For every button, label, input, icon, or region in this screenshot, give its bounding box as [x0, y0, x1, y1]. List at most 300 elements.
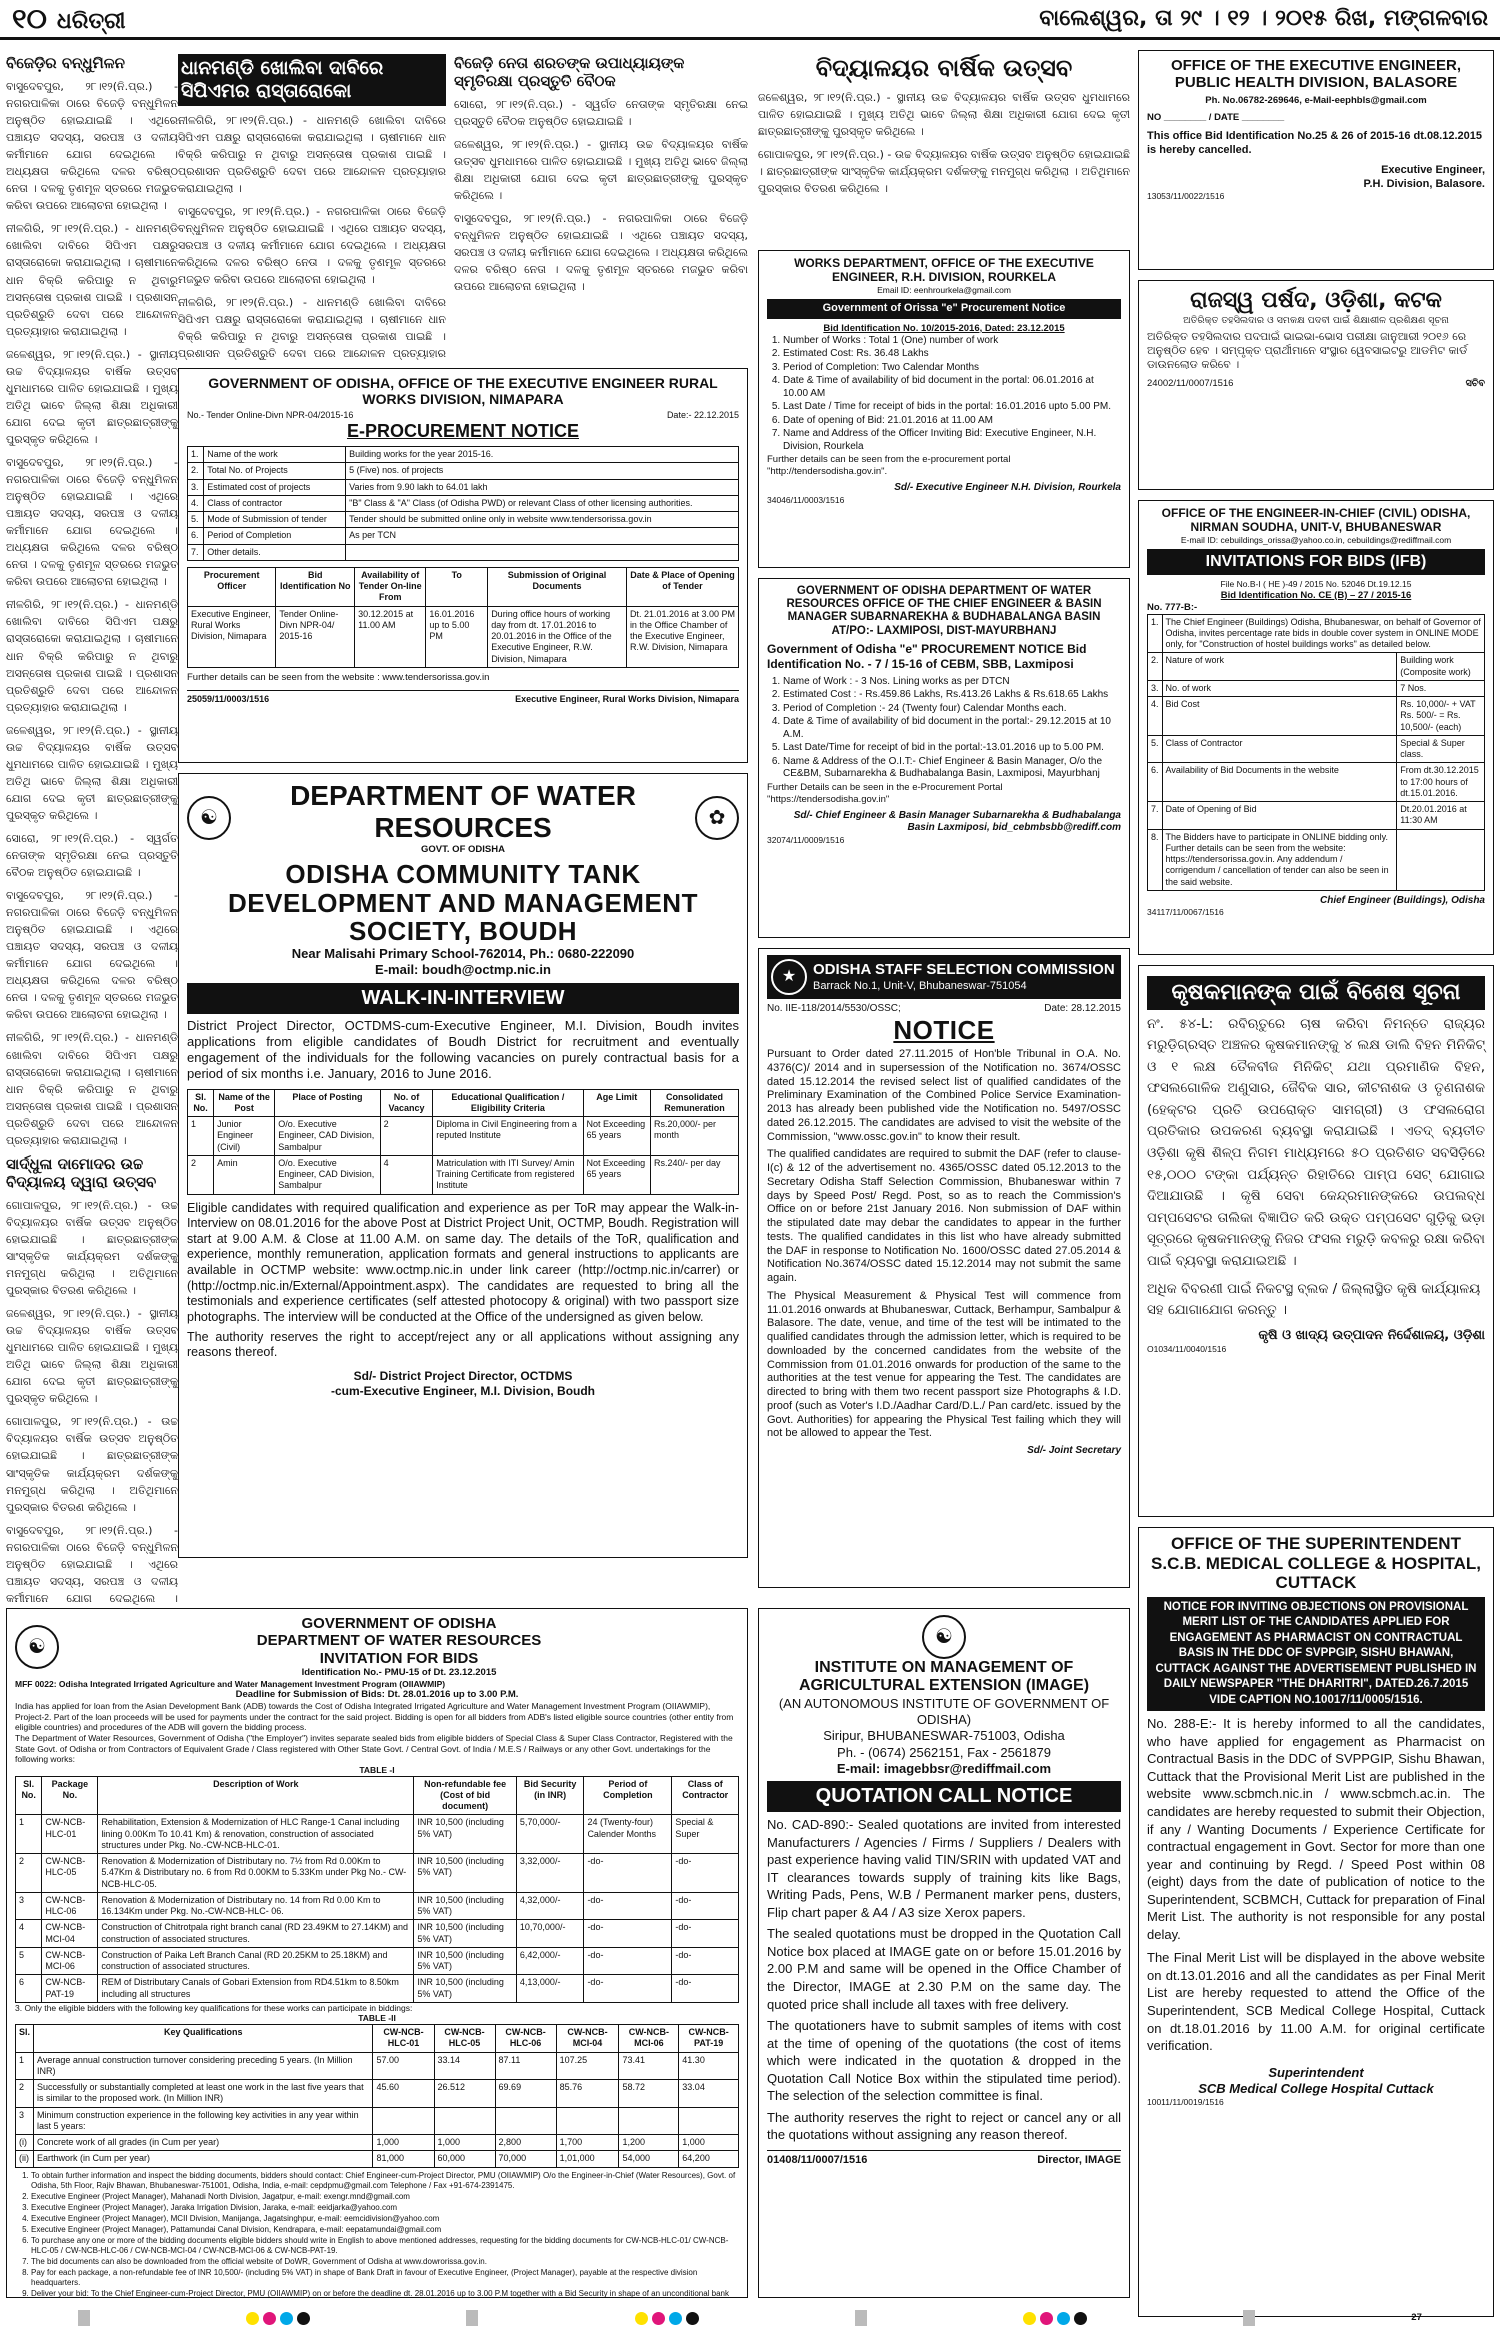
ad-octdms-boudh — [178, 773, 748, 1558]
table-cell: 85.76 — [556, 2080, 619, 2108]
tender-number: No.- Tender Online-Divn NPR-04/2015-16 — [187, 410, 354, 421]
column-header: Package No. — [42, 1776, 98, 1815]
table-cell: Executive Engineer, Rural Works Division, Nimapara — [188, 606, 276, 667]
ad-heading: NOTICE — [893, 1014, 995, 1045]
table-row — [188, 512, 739, 528]
bid-details-table: 1. The Chief Engineer (Buildings) Odisha, Bhubaneswar, on behalf of Governor of Odisha, invites percentage rate bids in double cover system in ONLINE MODE only, for "Construction of hostel buildings works" as detailed below. 2. Nature of work Building work (Composite work) 3. No. of work 7 Nos. 4. Bid Cost Rs. 10,000/- + VAT Rs. 500/- = Rs. 10,500/- (each) 5. Class of Contractor Special & Super class. 6. Availability of Bid Documents in the website From dt.30.12.2015 to 17:00 hours of dt.15.01.2016. 7. Date of Opening of Bid Dt.20.01.2016 at 11:30 AM 8. The Bidders have to participate in ONLINE bidding only. Further details can be seen from the website: https://tendersorissa.gov.in. Any addendum / corrigendum / cancellation of tender can also be seen in the said website. — [1147, 614, 1485, 891]
table-cell: 2 — [16, 2080, 34, 2108]
table-cell: -do- — [584, 1975, 672, 2003]
ad-banner: NOTICE FOR INVITING OBJECTIONS ON PROVISIONAL MERIT LIST OF THE CANDIDATES APPLIED FOR ENGAGEMENT AS PHARMACIST ON CONTRACTUAL BASIS IN THE DDC OF SVPPGIP, SISHU BHAWAN, CUTTACK AGAINST THE ADVERTISEMENT PUBLISHED IN DAILY NEWSPAPER "THE DHARITRI", DATED.26.7.2015 VIDE CAPTION NO.10017/11/0005/1516. — [1147, 1597, 1485, 1712]
registration-mark-icon — [466, 2310, 478, 2326]
table-row — [1148, 802, 1485, 830]
ad-body: No. CAD-890:- Sealed quotations are invited from interested Manufacturers / Agencies / Firms / Suppliers / Dealers with past experience having valid TIN/SRIN with updated VAT and IT clearances towards supply of training kits like Bags, Writing Pads, Pens, W.B / Permanent marker pens, dusters, Flip chart paper & A4 / A3 size Xerox papers. — [767, 1817, 1121, 1920]
table-cell: 2. — [188, 463, 204, 479]
table-cell: Not Exceeding 65 years — [583, 1155, 650, 1194]
ad-code: 25059/11/0003/1516 — [187, 693, 270, 704]
list-item: 5. Executive Engineer (Project Manager), Pattamundai Canal Division, Kendrapara, e-mail: eepatamundai@gmail.com — [31, 2225, 739, 2235]
signature: ସଚିବ — [1465, 377, 1485, 389]
table-cell: Amin — [214, 1155, 275, 1194]
ad-oiiawmip — [6, 1608, 748, 2298]
table-cell: INR 10,500 (including 5% VAT) — [414, 1947, 517, 1975]
ad-title: OFFICE OF THE ENGINEER-IN-CHIEF (CIVIL) ODISHA, NIRMAN SOUDHA, UNIT-V, BHUBANESWAR — [1161, 506, 1471, 534]
table-cell: 70,000 — [495, 2151, 556, 2167]
table-cell: CW-NCB-HLC-05 — [42, 1854, 98, 1893]
table-cell: -do- — [584, 1920, 672, 1948]
table-cell: 6 — [16, 1975, 42, 2003]
ad-code: 01408/11/0007/1516 — [767, 2153, 868, 2166]
table-cell: -do- — [672, 1975, 739, 2003]
table-cell: 2,800 — [495, 2135, 556, 2151]
table-row — [16, 1815, 739, 1854]
ad-title: WORKS DEPARTMENT, OFFICE OF THE EXECUTIVE ENGINEER, R.H. DIVISION, ROURKELA — [794, 256, 1094, 284]
ad-title: ODISHA COMMUNITY TANK DEVELOPMENT AND MANAGEMENT SOCIETY, BOUDH — [228, 859, 698, 947]
table-cell: -do- — [584, 1892, 672, 1920]
table-row — [188, 479, 739, 495]
table-cell: No. of work — [1162, 680, 1397, 696]
table-cell: 10,70,000/- — [516, 1920, 584, 1948]
ad-body-2: ଅଧିକ ବିବରଣୀ ପାଇଁ ନିକଟସ୍ଥ ବ୍ଲକ / ଜିଲ୍ଲାସ୍ଥିତ କୃଷି କାର୍ଯ୍ୟାଳୟ ସହ ଯୋଗାଯୋଗ କରନ୍ତୁ । — [1147, 1280, 1481, 1319]
ad-banner: Government of Odisha "e" PROCUREMENT NOTICE Bid Identification No. - 7 / 15-16 of CEBM, SBB, Laxmiposi — [767, 641, 1087, 671]
registration-mark-icon — [1243, 2310, 1255, 2326]
column-header: Name of the Post — [214, 1089, 275, 1117]
ad-footer — [767, 2150, 1121, 2168]
table-cell: 7. — [1148, 802, 1163, 830]
table-row — [16, 2151, 739, 2167]
qualifications-table — [15, 2024, 739, 2168]
ad-title-2: S.C.B. MEDICAL COLLEGE & HOSPITAL, CUTTACK — [1151, 1553, 1481, 1593]
list-item: 1. Name of Work : - 3 Nos. Lining works as per DTCN — [783, 676, 1121, 689]
bid-identification: Bid Identification No. 10/2015-2016, Dated: 23.12.2015 — [823, 322, 1065, 334]
table-cell: Date of Opening of Bid — [1162, 802, 1397, 830]
column-header: Submission of Original Documents — [488, 567, 627, 606]
list-item: 4. Executive Engineer (Project Manager), MCII Division, Manijanga, Jagatsinghpur, e-mail: eemcidivision@yahoo.com — [31, 2214, 739, 2224]
ad-title: GOVERNMENT OF ODISHA, OFFICE OF THE EXECUTIVE ENGINEER RURAL WORKS DIVISION, NIMAPARA — [208, 375, 718, 408]
table-cell: Name of the work — [204, 447, 346, 463]
table-row — [1148, 697, 1485, 736]
table-cell: During office hours of working day from dt. 17.01.2016 to 20.01.2016 in the Office of the Executive Engineer, R.W. Division, Nimapara — [488, 606, 627, 667]
table-cell: 1,000 — [373, 2135, 434, 2151]
column-header: Key Qualifications — [34, 2025, 373, 2053]
ad-body-2: The sealed quotations must be dropped in the Quotation Call Notice box placed at IMAGE gate on or before 15.01.2016 by 2.00 P.M and same will be opened in the Office Chamber of the Director, IMAGE at 2.30 P.M on the same day. The quoted price shall include all taxes with free delivery. — [767, 1926, 1121, 2012]
table-cell — [346, 544, 739, 560]
table-row — [1148, 653, 1485, 681]
ad-title: GOVERNMENT OF ODISHA DEPARTMENT OF WATER RESOURCES OFFICE OF THE CHIEF ENGINEER & BASIN MANAGER SUBARNAREKHA & BUDHABALANGA BASIN AT/PO:- LAXMIPOSI, DIST-MAYURBHANJ — [786, 585, 1102, 637]
table-cell: 6,42,000/- — [516, 1947, 584, 1975]
ref-no-label: NO — [1147, 112, 1162, 124]
list-item: 6. Date of opening of Bid: 21.01.2016 at 11.00 AM — [783, 415, 1121, 428]
color-dots — [1023, 2312, 1087, 2325]
ad-title: ରାଜସ୍ୱ ପର୍ଷଦ, ଓଡ଼ିଶା, କଟକ — [1190, 288, 1442, 313]
table-row — [1148, 735, 1485, 763]
list-item: 4. Date & Time of availability of bid document in the portal:- 29.12.2015 at 10 A.M. — [783, 716, 1121, 741]
article-body: ଗୋପାଳପୁର, ୨୮।୧୨(ନି.ପ୍ର.) - ଉଚ୍ଚ ବିଦ୍ୟାଳୟର ବାର୍ଷିକ ଉତ୍ସବ ଅନୁଷ୍ଠିତ ହୋଇଯାଇଛି । ଛାତ୍ରଛାତ୍ରୀଙ୍କ ସାଂସ୍କୃତିକ କାର୍ଯ୍ୟକ୍ରମ ଦର୍ଶକଙ୍କୁ ମନମୁଗ୍ଧ କରିଥିଲା । ଅତିଥିମାନେ ପୁରସ୍କାର ବିତରଣ କରିଥିଲେ । — [758, 147, 1130, 196]
ad-title-2: DEPARTMENT OF WATER RESOURCES — [256, 1632, 542, 1650]
table-cell: 3 — [16, 1892, 42, 1920]
ad-rh-rourkela — [758, 250, 1130, 568]
ad-title-3: INVITATION FOR BIDS — [319, 1649, 479, 1667]
article-body: ସୋରୋ, ୨୮।୧୨(ନି.ପ୍ର.) - ସ୍ୱର୍ଗତ ନେତାଙ୍କ ସ୍ମୃତିରକ୍ଷା ନେଇ ପ୍ରସ୍ତୁତି ବୈଠକ ଅନୁଷ୍ଠିତ ହୋଇଯାଇଛି । — [6, 831, 178, 880]
black-dot-icon — [297, 2312, 310, 2325]
table-cell: Dt. 21.01.2016 at 3.00 PM in the Office Chamber of the Executive Engineer, R.W. Division, Nimapara — [626, 606, 738, 667]
list-item: 6. To purchase any one or more of the bidding documents eligible bidders should write in English to above mentioned addresses, requesting for the bidding documents for CW-NCB-HLC-01/ CW-NCB-HLC-05 / CW-NCB-HLC-06 / CW-NCB-MCI-04 / CW-NCB-MCI-06 & CW-NCB-PAT-19. — [31, 2236, 739, 2256]
ad-image — [758, 1608, 1130, 2298]
emblem-icon: ☯ — [187, 796, 231, 840]
table-row — [1148, 763, 1485, 802]
ad-body: ନଂ. ୫୪-L: ରବିଋତୁରେ ଚାଷ କରିବା ନିମନ୍ତେ ରାଜ୍ୟର ମରୁଡ଼ିଗ୍ରସ୍ତ ଅଞ୍ଚଳର କୃଷକମାନଙ୍କୁ ୪ ଲକ୍ଷ ଡାଲି ବିହନ ମିନିକିଟ୍ ଓ ୧ ଲକ୍ଷ ତୈଳବୀଜ ମିନିକିଟ୍ ଯଥା ପ୍ରମାଣିକ ବିହନ, ଫସଲଗୋଳିକ ଅଣୁସାର, ଜୈବିକ ସାର, କୀଟନାଶକ ଓ ତୃଣନାଶକ (ହେକ୍ଟର ପ୍ରତି ଉପରୋକ୍ତ ସାମଗ୍ରୀ) ଓ ଫସଲରୋଗ ପ୍ରତିକାର ଉପକରଣ ବ୍ୟବସ୍ଥା କରାଯାଇଛି । ଏତଦ୍ ବ୍ୟତୀତ ଓଡ଼ିଶା କୃଷି ଶିଳ୍ପ ନିଗମ ମାଧ୍ୟମରେ ୫୦ ପ୍ରତିଶତ ସବସିଡ଼ିରେ ୧୫,୦୦୦ ଟଙ୍କା ପର୍ଯ୍ୟନ୍ତ ରିହାତିରେ ପାମ୍ପ ସେଟ୍ ଯୋଗାଇ ଦିଆଯାଉଛି । କୃଷି ସେବା କେନ୍ଦ୍ରମାନଙ୍କରେ ଉପଲବ୍ଧ ପମ୍ପସେଟର ତାଲିକା ବିଜ୍ଞାପିତ କରି ଉକ୍ତ ପମ୍ପସେଟ ଗୁଡ଼ିକୁ ଭଡ଼ା ସୂତ୍ରରେ କୃଷକମାନଙ୍କୁ ନିଜର ଫସଲ ମରୁଡ଼ି କବଳରୁ ରକ୍ଷା କରିବା ପାଇଁ ବ୍ୟବସ୍ଥା କରାଯାଇଅଛି । — [1147, 1015, 1485, 1270]
article-title: ଧାନମଣ୍ଡି ଖୋଲିବା ଦାବିରେ ସିପିଏମର ରାସ୍ତାରୋକୋ — [178, 54, 446, 106]
column-header: CW-NCB-HLC-01 — [373, 2025, 434, 2053]
ad-body-4: The authority reserves the right to reject or cancel any or all the quotations without assigning any reason thereof. — [767, 2109, 1121, 2143]
table-cell: 64,200 — [679, 2151, 739, 2167]
table-cell: Availability of Bid Documents in the website — [1162, 763, 1397, 802]
list-item: 4. Date & Time of availability of bid document in the portal: 06.01.2016 at 10.00 AM — [783, 375, 1121, 400]
black-dot-icon — [686, 2312, 699, 2325]
table-cell: Matriculation with ITI Survey/ Amin Training Certificate from registered Institute — [433, 1155, 583, 1194]
list-item: 5. Last Date / Time for receipt of bids in the portal: 16.01.2016 upto 5.00 PM. — [783, 401, 1121, 414]
table-cell: Building work (Composite work) — [1397, 653, 1485, 681]
table-cell: CW-NCB-HLC-01 — [42, 1815, 98, 1854]
table-cell: Bid Cost — [1162, 697, 1397, 736]
table-cell: Class of Contractor — [1162, 735, 1397, 763]
ad-body-2: Eligible candidates with required qualification and experience as per ToR may appear the Walk-in-Interview on 08.01.2016 for the above Post at District Project Unit, OCTMP, Boudh. Registration will start at 9.00 A.M. & Close at 11.00 A.M. on same day. The details of the ToR, qualification and experience, monthly remuneration, application formats and general instructions to applicants are available in OCTMP website: www.octmp.nic.in under link career (http://octmp.nic.in/carrer) or (http://octmp.nic.in/External/Appointment.aspx). The candidates are requested to bring all the testimonials and experience certificates (self attested photocopy & original) with two passport size photographs. The interview will be conducted at the Office of the undersigned as given below. — [187, 1200, 739, 1324]
ad-banner: QUOTATION CALL NOTICE — [767, 1781, 1121, 1812]
list-item: 1. Number of Works : Total 1 (One) number of work — [783, 335, 1121, 348]
notice-number: No. IIE-118/2014/5530/OSSC; — [767, 1003, 901, 1014]
column-header: CW-NCB-PAT-19 — [679, 2025, 739, 2053]
table-cell: 3,32,000/- — [516, 1854, 584, 1893]
table-cell: Junior Engineer (Civil) — [214, 1117, 275, 1156]
table-row — [16, 2107, 739, 2135]
table-row — [188, 495, 739, 511]
column-header: Date & Place of Opening of Tender — [626, 567, 738, 606]
article-body: ନୀଳଗିରି, ୨୮।୧୨(ନି.ପ୍ର.) - ଧାନମଣ୍ଡି ଖୋଲିବା ଦାବିରେ ସିପିଏମ ପକ୍ଷରୁ ରାସ୍ତାରୋକୋ କରାଯାଇଥିଲା । ଚାଷୀମାନେ ଧାନ ବିକ୍ରି କରିପାରୁ ନ ଥିବାରୁ ଅସନ୍ତୋଷ ପ୍ରକାଶ ପାଇଛି । ପ୍ରଶାସନ ପ୍ରତିଶ୍ରୁତି ଦେବା ପରେ ଆନ୍ଦୋଳନ ପ୍ରତ୍ୟାହାର — [178, 296, 446, 360]
ad-phd-balasore: OFFICE OF THE EXECUTIVE ENGINEER, PUBLIC HEALTH DIVISION, BALASORE Ph. No.06782-269646, e-Mail-eephbls@gmail.com NO ________ / DATE ________ This office Bid Identification No.25 & 26 of 2015-16 dt.08.12.2015 is hereby cancelled. Executive Engineer, P.H. Division, Balasore. 13053/11/0022/1516 — [1138, 50, 1494, 270]
table-row — [188, 447, 739, 463]
table-row — [16, 1892, 739, 1920]
table-cell: 3. — [188, 479, 204, 495]
column-header: Age Limit — [583, 1089, 650, 1117]
table-cell: (i) — [16, 2135, 34, 2151]
list-item: 6. Name & Address of the O.I.T:- Chief Engineer & Basin Manager, O/o the CE&BM, Subarnarekha & Budhabalanga Basin, Laxmiposi, Mayurbhanj — [783, 756, 1121, 781]
table-cell: 1,700 — [556, 2135, 619, 2151]
table-cell: 5 (Five) nos. of projects — [346, 463, 739, 479]
table-cell: 57.00 — [373, 2052, 434, 2080]
table-cell: 3 — [16, 2107, 34, 2135]
ad-body: ଅତିରିକ୍ତ ତହସିଲଦାର ପଦପାଇଁ ଭାଇଭା-ଭୋସ ପରୀକ୍ଷା ଜାନୁଆରୀ ୨୦୧୬ ରେ ଅନୁଷ୍ଠିତ ହେବ । ସମ୍ପୃକ୍ତ ପ୍ରାର୍ଥୀମାନେ ସଂସ୍ଥାର ୱେବସାଇଟରୁ ଆଡମିଟ କାର୍ଡ ଡାଉନଲୋଡ କରିବେ । — [1147, 330, 1468, 371]
table-cell: From dt.30.12.2015 to 17:00 hours of dt.15.01.2016. — [1397, 763, 1485, 802]
table-cell: 6. — [1148, 763, 1163, 802]
table-cell: INR 10,500 (including 5% VAT) — [414, 1920, 517, 1948]
table-cell: 2 — [380, 1117, 433, 1156]
column-header: Period of Completion — [584, 1776, 672, 1815]
article-body: ନୀଳଗିରି, ୨୮।୧୨(ନି.ପ୍ର.) - ଧାନମଣ୍ଡି ଖୋଲିବା ଦାବିରେ ସିପିଏମ ପକ୍ଷରୁ ରାସ୍ତାରୋକୋ କରାଯାଇଥିଲା । ଚାଷୀମାନେ ଧାନ ବିକ୍ରି କରିପାରୁ ନ ଥିବାରୁ ଅସନ୍ତୋଷ ପ୍ରକାଶ ପାଇଛି । ପ୍ରଶାସନ ପ୍ରତିଶ୍ରୁତି ଦେବା ପରେ ଆନ୍ଦୋଳନ ପ୍ରତ୍ୟାହାର କରାଯାଇଥିଲା । — [6, 222, 178, 338]
list-item: 2. Estimated Cost: Rs. 36.48 Lakhs — [783, 348, 1121, 361]
table-cell: Total No. of Projects — [204, 463, 346, 479]
ad-body: This office Bid Identification No.25 & 26 of 2015-16 dt.08.12.2015 is hereby cancelled. — [1147, 130, 1482, 156]
list-item: 3. Executive Engineer (Project Manager), Jaraka Irrigation Division, Jaraka, e-mail: eeidjarka@yahoo.com — [31, 2203, 739, 2213]
ad-code: 24002/11/0007/1516 — [1147, 377, 1234, 389]
table-cell: Minimum construction experience in the following key activities in any year within last 5 years: — [34, 2107, 373, 2135]
emblem-icon: ☯ — [922, 1615, 966, 1659]
ad-dept: DEPARTMENT OF WATER RESOURCES — [290, 780, 636, 844]
magenta-dot-icon — [263, 2312, 276, 2325]
table-cell: Construction of Chitrotpala right branch canal (RD 23.49KM to 27.14KM) and construction of associated structures. — [98, 1920, 414, 1948]
yellow-dot-icon — [246, 2312, 259, 2325]
list-item: 8. Pay for each package, a non-refundable fee of INR 10,500/- (including 5% VAT) in shape of Bank Draft in favour of Executive Engineer, (Project Manager), payable at the respective division headquarters. — [31, 2268, 739, 2288]
table-cell: 41.30 — [679, 2052, 739, 2080]
emblem-icon: ☯ — [15, 1625, 59, 1669]
table-cell: Diploma in Civil Engineering from a reputed Institute — [433, 1117, 583, 1156]
table-cell: Average annual construction turnover considering preceding 5 years. (In Million INR) — [34, 2052, 373, 2080]
table-cell: 7 Nos. — [1397, 680, 1485, 696]
tender-date: Date:- 22.12.2015 — [666, 410, 739, 421]
column-header: Sl. No. — [188, 1089, 214, 1117]
ad-title: ODISHA STAFF SELECTION COMMISSION — [813, 960, 1115, 978]
column-header: Class of Contractor — [672, 1776, 739, 1815]
table-cell: Rs. 10,000/- + VAT Rs. 500/- = Rs. 10,500/- (each) — [1397, 697, 1485, 736]
table-cell: 5. — [188, 512, 204, 528]
ad-laxmiposi — [758, 578, 1130, 938]
table-cell: -do- — [584, 1854, 672, 1893]
registration-mark-icon — [855, 2310, 867, 2326]
column-header: CW-NCB-MCI-04 — [556, 2025, 619, 2053]
table-cell: -do- — [672, 1892, 739, 1920]
ad-govt: GOVT. OF ODISHA — [421, 844, 505, 856]
ad-address: Near Malisahi Primary School-762014, Ph.: 0680-222090 — [291, 946, 635, 962]
news-article — [454, 50, 748, 360]
signature: Executive Engineer, Rural Works Division, Nimapara — [515, 693, 739, 704]
table-cell — [495, 2107, 556, 2135]
identification: Identification No.- PMU-15 of Dt. 23.12.2015 — [301, 1666, 497, 1678]
list-item: 2. Estimated Cost : - Rs.459.86 Lakhs, Rs.413.26 Lakhs & Rs.618.65 Lakhs — [783, 689, 1121, 702]
ad-footer — [187, 690, 739, 705]
signature: Executive Engineer, — [1381, 163, 1485, 176]
magenta-dot-icon — [1040, 2312, 1053, 2325]
further-details: Further details can be seen from the website : www.tendersorissa.gov.in — [187, 671, 490, 683]
page-number: ୧୦ — [12, 2, 47, 35]
article-title: ବିଦ୍ୟାଳୟର ବାର୍ଷିକ ଉତ୍ସବ — [815, 54, 1073, 82]
table-cell: 30.12.2015 at 11.00 AM — [355, 606, 426, 667]
ad-banner: INVITATIONS FOR BIDS (IFB) — [1147, 549, 1485, 575]
table-cell: Renovation & Modernization of Distributary no. 14 from Rd 0.00 Km to 16.134Km under Pkg. No.-CW-NCB-HLC- 06. — [98, 1892, 414, 1920]
table-cell: 1,000 — [679, 2135, 739, 2151]
table-cell: 1. — [188, 447, 204, 463]
ad-address: Siripur, BHUBANESWAR-751003, Odisha — [823, 1728, 1065, 1744]
table-cell: Rehabilitation, Extension & Modernization of HLC Range-1 Canal including lining 0.00Km To 10.41 Km) & renovation, construction of associated structures under Pkg. No.-CW-NCB-HLC-01. — [98, 1815, 414, 1854]
ad-body: The Physical Measurement & Physical Test will commence from 11.01.2016 onwards at Bhubaneswar, Cuttack, Berhampur, Sambalpur & Balasore. The date, venue, and time of the test will be intimated to the qualified candidates through the admission letter, which is required to be downloaded by the concerned candidates from the website of the Commission from 01.01.2016 onwards for production of the same to the authorities at the test venue for appearing the Test. The candidates are directed to bring with them two recent passport size Photographs & I.D. proof (such as Voter's I.D./Aadhar Card/D.L./ Pan card/etc. issued by the Govt. Authorities) for appearing the Physical Test failing which they will not be allowed to appear the Test. — [767, 1289, 1121, 1440]
table-row — [188, 528, 739, 544]
ad-code: O1034/11/0040/1516 — [1147, 1344, 1227, 1355]
notice-date: Date: 28.12.2015 — [1044, 1003, 1121, 1014]
article-body: ସୋରୋ, ୨୮।୧୨(ନି.ପ୍ର.) - ସ୍ୱର୍ଗତ ନେତାଙ୍କ ସ୍ମୃତିରକ୍ଷା ନେଇ ପ୍ରସ୍ତୁତି ବୈଠକ ଅନୁଷ୍ଠିତ ହୋଇଯାଇଛି । — [454, 98, 748, 129]
list-item: 2. Executive Engineer (Project Manager), Mahanadi North Division, Jagatpur, e-mail: exengr.mnd@gmail.com — [31, 2192, 739, 2202]
list-item: 1. To obtain further information and inspect the bidding documents, bidders should contact: Chief Engineer-cum-Project Director, PMU (OIIAWMIP) O/o the Engineer-in-Chief (Water Resources), Govt. of Odisha, 5th Floor, Rajiv Bhawan, Bhubaneswar-751001, Odisha, India, e-mail: cepdpmu@gmail.com Telephone / Fax +91-674-2391475. — [31, 2171, 739, 2191]
table-cell: 54,000 — [619, 2151, 679, 2167]
signature-line-2: P.H. Division, Balasore. — [1363, 177, 1485, 190]
table-row — [16, 1854, 739, 1893]
signature: Sd/- Executive Engineer N.H. Division, Rourkela — [894, 482, 1121, 494]
ad-code: 32074/11/0009/1516 — [767, 834, 845, 845]
list-item: 3. Period of Completion :- 24 (Twenty four) Calendar Months each. — [783, 703, 1121, 716]
table-cell: 4. — [188, 495, 204, 511]
ref-date-label: / DATE — [1208, 112, 1240, 124]
ad-heading: E-PROCUREMENT NOTICE — [346, 421, 579, 442]
program-name: MFF 0022: Odisha Integrated Irrigated Agriculture and Water Management Investment Program (OIIAWMIP) — [15, 1678, 446, 1689]
ad-banner: Government of Orissa "e" Procurement Notice — [767, 299, 1121, 319]
article-body: ଗୋପାଳପୁର, ୨୮।୧୨(ନି.ପ୍ର.) - ଉଚ୍ଚ ବିଦ୍ୟାଳୟର ବାର୍ଷିକ ଉତ୍ସବ ଅନୁଷ୍ଠିତ ହୋଇଯାଇଛି । ଛାତ୍ରଛାତ୍ରୀଙ୍କ ସାଂସ୍କୃତିକ କାର୍ଯ୍ୟକ୍ରମ ଦର୍ଶକଙ୍କୁ ମନମୁଗ୍ଧ କରିଥିଲା । ଅତିଥିମାନେ ପୁରସ୍କାର ବିତରଣ କରିଥିଲେ । — [6, 1198, 178, 1298]
table-cell: 6. — [188, 528, 204, 544]
table-cell: Earthwork (in Cum per year) — [34, 2151, 373, 2167]
column-header: Availability of Tender On-line From — [355, 567, 426, 606]
table-cell: Rs.240/- per day — [650, 1155, 738, 1194]
table-cell — [556, 2107, 619, 2135]
table-cell: 1 — [188, 1117, 214, 1156]
table-cell: As per TCN — [346, 528, 739, 544]
dateline: ବାଲେଶ୍ୱର, ତା ୨୯ । ୧୨ । ୨୦୧୫ ରିଖ, ମଙ୍ଗଳବାର — [1039, 5, 1488, 31]
ad-ossc — [758, 948, 1130, 1588]
table-cell: INR 10,500 (including 5% VAT) — [414, 1892, 517, 1920]
table-cell: Dt.20.01.2016 at 11:30 AM — [1397, 802, 1485, 830]
table-cell: 5 — [16, 1947, 42, 1975]
column-header: Consolidated Remuneration — [650, 1089, 738, 1117]
table-cell — [434, 2107, 495, 2135]
table-cell: 7. — [188, 544, 204, 560]
list-item: 7. Name and Address of the Officer Inviting Bid: Executive Engineer, N.H. Division, Rourkela — [783, 428, 1121, 453]
article-body: ବାସୁଦେବପୁର, ୨୮।୧୨(ନି.ପ୍ର.) - ନଗରପାଳିକା ଠାରେ ବିଜେଡ଼ି ବନ୍ଧୁମିଳନ ଅନୁଷ୍ଠିତ ହୋଇଯାଇଛି । ଏଥିରେ ପଞ୍ଚାୟତ ସଦସ୍ୟ, ସରପଞ୍ଚ ଓ ଦଳୀୟ କର୍ମୀମାନେ ଯୋଗ ଦେଇଥିଲେ । ଅଧ୍ୟକ୍ଷତା କରିଥିଲେ ଦଳର ବରିଷ୍ଠ ନେତା । ଦଳକୁ ତୃଣମୂଳ ସ୍ତରରେ ମଜଭୁତ କରିବା ଉପରେ ଆଲୋଚନା ହୋଇଥିଲା । — [178, 204, 446, 287]
table-label-2: TABLE -II — [358, 2013, 396, 2024]
article-body: ଜଳେଶ୍ୱର, ୨୮।୧୨(ନି.ପ୍ର.) - ସ୍ଥାନୀୟ ଉଚ୍ଚ ବିଦ୍ୟାଳୟର ବାର୍ଷିକ ଉତ୍ସବ ଧୁମଧାମରେ ପାଳିତ ହୋଇଯାଇଛି । ମୁଖ୍ୟ ଅତିଥି ଭାବେ ଜିଲ୍ଲା ଶିକ୍ଷା ଅଧିକାରୀ ଯୋଗ ଦେଇ କୃତୀ ଛାତ୍ରଛାତ୍ରୀଙ୍କୁ ପୁରସ୍କୃତ କରିଥିଲେ । — [758, 90, 1130, 138]
ad-eic-civil — [1138, 500, 1494, 955]
table-cell: 3. — [1148, 680, 1163, 696]
table-row — [16, 2135, 739, 2151]
table-cell: 16.01.2016 up to 5.00 PM — [426, 606, 488, 667]
ad-body: No. 288-E:- It is hereby informed to all the candidates, who have applied for engagement as Pharmacist on Contractual Basis in the DDC of SVPPGIP, Sishu Bhawan, Cuttack that the Provisional Merit List are published in the website www.scbmch.nic.in / www.scbmch.ac.in. The candidates are hereby requested to submit their Objection, if any / Wanting Documents / Experience Certificate for contractual engagement in Govt. Sector for more than one year and continuing by Regd. / Speed Post within 08 (eight) days from the date of publication of notice to the Superintendent, SCBMCH, Cuttack for preparation of Final Merit List. The authority is not responsible for any postal delay. — [1147, 1716, 1485, 1942]
registration-mark-icon — [78, 2310, 90, 2326]
table-cell: 73.41 — [619, 2052, 679, 2080]
middle-left-column — [178, 50, 748, 1568]
table-cell: 2 — [188, 1155, 214, 1194]
table-row — [16, 2080, 739, 2108]
table-cell: 1 — [16, 1815, 42, 1854]
signature: Sd/- District Project Director, OCTDMS — [353, 1368, 573, 1383]
column-header: CW-NCB-HLC-06 — [495, 2025, 556, 2053]
table-cell: -do- — [584, 1947, 672, 1975]
table-cell: 1 — [16, 2052, 34, 2080]
article-title: ସାର୍ଦ୍ଧୁଳା ଦାମୋଦର ଉଚ୍ଚ ବିଦ୍ୟାଳୟ ଦ୍ୱାରା ଉତ୍ସବ — [6, 1154, 157, 1191]
print-registration-bar — [0, 2302, 1500, 2334]
magenta-dot-icon — [652, 2312, 665, 2325]
details-list — [767, 676, 1121, 781]
ad-scb-medical — [1138, 1527, 1494, 2317]
news-article — [178, 50, 446, 360]
table-cell: 4,13,000/- — [516, 1975, 584, 2003]
table-row — [1148, 680, 1485, 696]
table-cell — [1397, 829, 1485, 890]
table-cell: 45.60 — [373, 2080, 434, 2108]
table-cell: Nature of work — [1162, 653, 1397, 681]
column-header: Bid Security (in INR) — [516, 1776, 584, 1815]
order-number: No. 777-B:- — [1147, 601, 1198, 613]
column-header: Sl. No. — [16, 1776, 42, 1815]
table-cell: CW-NCB-MCI-06 — [42, 1947, 98, 1975]
table-cell: CW-NCB-HLC-06 — [42, 1892, 98, 1920]
table-cell: Mode of Submission of tender — [204, 512, 346, 528]
table-cell: 26.512 — [434, 2080, 495, 2108]
table-cell: 5,70,000/- — [516, 1815, 584, 1854]
article-body: ନୀଳଗିରି, ୨୮।୧୨(ନି.ପ୍ର.) - ଧାନମଣ୍ଡି ଖୋଲିବା ଦାବିରେ ସିପିଏମ ପକ୍ଷରୁ ରାସ୍ତାରୋକୋ କରାଯାଇଥିଲା । ଚାଷୀମାନେ ଧାନ ବିକ୍ରି କରିପାରୁ ନ ଥିବାରୁ ଅସନ୍ତୋଷ ପ୍ରକାଶ ପାଇଛି । ପ୍ରଶାସନ ପ୍ରତିଶ୍ରୁତି ଦେବା ପରେ ଆନ୍ଦୋଳନ ପ୍ରତ୍ୟାହାର କରାଯାଇଥିଲା । — [178, 113, 446, 195]
table-cell: The Bidders have to participate in ONLINE bidding only. Further details can be seen from the website: https://tendersorissa.gov.in. Any addendum / corrigendum / cancellation of tender can also be seen in the said website. — [1162, 829, 1397, 890]
article-body: ନୀଳଗିରି, ୨୮।୧୨(ନି.ପ୍ର.) - ଧାନମଣ୍ଡି ଖୋଲିବା ଦାବିରେ ସିପିଏମ ପକ୍ଷରୁ ରାସ୍ତାରୋକୋ କରାଯାଇଥିଲା । ଚାଷୀମାନେ ଧାନ ବିକ୍ରି କରିପାରୁ ନ ଥିବାରୁ ଅସନ୍ତୋଷ ପ୍ରକାଶ ପାଇଛି । ପ୍ରଶାସନ ପ୍ରତିଶ୍ରୁତି ଦେବା ପରେ ଆନ୍ଦୋଳନ ପ୍ରତ୍ୟାହାର କରାଯାଇଥିଲା । — [6, 1031, 178, 1147]
ad-body: India has applied for loan from the Asian Development Bank (ADB) towards the Cost of Odisha Integrated Irrigated Agriculture and Water Management Investment Program (OIIAWMIP), Project-2. Part of the loan proceeds will be used for payments under the contract for the said project. Bidding is open for all bidders from ADB's listed eligible source countries (other entity from eligible countries) and procedures of the ADB will govern the bidding process. — [15, 1701, 734, 1733]
table-row — [16, 1947, 739, 1975]
table-cell: INR 10,500 (including 5% VAT) — [414, 1975, 517, 2003]
table-cell: Rs.20,000/- per month — [650, 1117, 738, 1156]
ad-email: Email ID: eenhrourkela@gmail.com — [877, 284, 1011, 295]
table-cell: 4 — [16, 1920, 42, 1948]
table-cell: Class of contractor — [204, 495, 346, 511]
table-cell: 81,000 — [373, 2151, 434, 2167]
table-cell: Special & Super class. — [1397, 735, 1485, 763]
table-cell: O/o. Executive Engineer, CAD Division, Sambalpur — [275, 1155, 380, 1194]
signature: Chief Engineer (Buildings), Odisha — [1319, 894, 1485, 906]
list-item: 9. Deliver your bid: To the Chief Engineer-cum-Project Director, PMU (OIIAWMIP) on or before the deadline dt. 28.01.2016 up to 3.00 P.M together with a Bid Security in shape of an unconditional bank — [31, 2289, 739, 2299]
table-cell: Period of Completion — [204, 528, 346, 544]
table-row — [188, 544, 739, 560]
column-header: Bid Identification No — [276, 567, 355, 606]
table-cell: Building works for the year 2015-16. — [346, 447, 739, 463]
ad-body: District Project Director, OCTDMS-cum-Executive Engineer, M.I. Division, Boudh invites applications from eligible candidates of Boudh District for recruitment and eventually engagement of the individuals for the following vacancies on purely contractual basis for a period of six months i.e. January, 2016 to June 2016. — [187, 1017, 739, 1082]
article-body: ଜଳେଶ୍ୱର, ୨୮।୧୨(ନି.ପ୍ର.) - ସ୍ଥାନୀୟ ଉଚ୍ଚ ବିଦ୍ୟାଳୟର ବାର୍ଷିକ ଉତ୍ସବ ଧୁମଧାମରେ ପାଳିତ ହୋଇଯାଇଛି । ମୁଖ୍ୟ ଅତିଥି ଭାବେ ଜିଲ୍ଲା ଶିକ୍ଷା ଅଧିକାରୀ ଯୋଗ ଦେଇ କୃତୀ ଛାତ୍ରଛାତ୍ରୀଙ୍କୁ ପୁରସ୍କୃତ କରିଥିଲେ । — [6, 347, 178, 446]
article-body: ବାସୁଦେବପୁର, ୨୮।୧୨(ନି.ପ୍ର.) - ନଗରପାଳିକା ଠାରେ ବିଜେଡ଼ି ବନ୍ଧୁମିଳନ ଅନୁଷ୍ଠିତ ହୋଇଯାଇଛି । ଏଥିରେ ପଞ୍ଚାୟତ ସଦସ୍ୟ, ସରପଞ୍ଚ ଓ ଦଳୀୟ କର୍ମୀମାନେ ଯୋଗ ଦେଇଥିଲେ । — [6, 1523, 178, 1605]
signature: Superintendent — [1268, 2064, 1364, 2080]
ad-title: OFFICE OF THE EXECUTIVE ENGINEER, PUBLIC HEALTH DIVISION, BALASORE — [1170, 57, 1462, 92]
list-item: 7. The bid documents can also be downloaded from the official website of DoWR, Government of Odisha at www.dowrorissa.gov.in. — [31, 2257, 739, 2267]
column-header: To — [426, 567, 488, 606]
ad-title: GOVERNMENT OF ODISHA — [301, 1615, 497, 1632]
article-body: ଜଳେଶ୍ୱର, ୨୮।୧୨(ନି.ପ୍ର.) - ସ୍ଥାନୀୟ ଉଚ୍ଚ ବିଦ୍ୟାଳୟର ବାର୍ଷିକ ଉତ୍ସବ ଧୁମଧାମରେ ପାଳିତ ହୋଇଯାଇଛି । ମୁଖ୍ୟ ଅତିଥି ଭାବେ ଜିଲ୍ଲା ଶିକ୍ଷା ଅଧିକାରୀ ଯୋଗ ଦେଇ କୃତୀ ଛାତ୍ରଛାତ୍ରୀଙ୍କୁ ପୁରସ୍କୃତ କରିଥିଲେ । — [454, 138, 748, 203]
ad-rwd-nimapara — [178, 368, 748, 763]
corner-page-number: 27 — [1411, 2312, 1422, 2324]
ad-email: E-mail: boudh@octmp.nic.in — [375, 962, 551, 978]
ad-email: E-mail ID: cebuildings_orissa@yahoo.co.in, cebuildings@rediffmail.com — [1180, 534, 1452, 545]
newspaper-brand: ଧରିତ୍ରୀ — [56, 9, 126, 34]
ad-banner: WALK-IN-INTERVIEW — [187, 983, 739, 1014]
ad-subtitle: ଅତିରିକ୍ତ ତହସିଲଦାର ଓ ସମକକ୍ଷ ପଦବୀ ପାଇଁ ଶିକ୍ଷାଶୀଳ ପ୍ରଶିକ୍ଷଣ ସୂଚନା — [1183, 314, 1449, 326]
details-list — [767, 335, 1121, 454]
schedule-table — [187, 567, 739, 668]
ad-farmers-notice — [1138, 965, 1494, 1517]
table-cell: 60,000 — [434, 2151, 495, 2167]
table-row — [16, 1975, 739, 2003]
bid-identification: Bid Identification No. CE (B) – 27 / 2015-16 — [1220, 589, 1412, 601]
table-cell: Not Exceeding 65 years — [583, 1117, 650, 1156]
yellow-dot-icon — [635, 2312, 648, 2325]
table-row — [16, 2052, 739, 2080]
table-cell: 107.25 — [556, 2052, 619, 2080]
article-body: ବାସୁଦେବପୁର, ୨୮।୧୨(ନି.ପ୍ର.) - ନଗରପାଳିକା ଠାରେ ବିଜେଡ଼ି ବନ୍ଧୁମିଳନ ଅନୁଷ୍ଠିତ ହୋଇଯାଇଛି । ଏଥିରେ ପଞ୍ଚାୟତ ସଦସ୍ୟ, ସରପଞ୍ଚ ଓ ଦଳୀୟ କର୍ମୀମାନେ ଯୋଗ ଦେଇଥିଲେ । ଅଧ୍ୟକ୍ଷତା କରିଥିଲେ ଦଳର ବରିଷ୍ଠ ନେତା । ଦଳକୁ ତୃଣମୂଳ ସ୍ତରରେ ମଜଭୁତ କରିବା ଉପରେ ଆଲୋଚନା ହୋଇଥିଲା । — [6, 80, 178, 213]
ad-title: କୃଷକମାନଙ୍କ ପାଇଁ ବିଶେଷ ସୂଚନା — [1147, 976, 1485, 1010]
table-cell: 2. — [1148, 653, 1163, 681]
news-strip — [178, 50, 748, 360]
table-cell: "B" Class & "A" Class (of Odisha PWD) or relevant Class of other licensing authorities. — [346, 495, 739, 511]
yellow-dot-icon — [1023, 2312, 1036, 2325]
table-cell: REM of Distributary Canals of Gobari Extension from RD4.51km to 8.50km including all structures — [98, 1975, 414, 2003]
cyan-dot-icon — [280, 2312, 293, 2325]
table-cell: 33.04 — [679, 2080, 739, 2108]
signature: Director, IMAGE — [1037, 2153, 1121, 2166]
color-dots — [246, 2312, 310, 2325]
column-header: Sl. — [16, 2025, 34, 2053]
